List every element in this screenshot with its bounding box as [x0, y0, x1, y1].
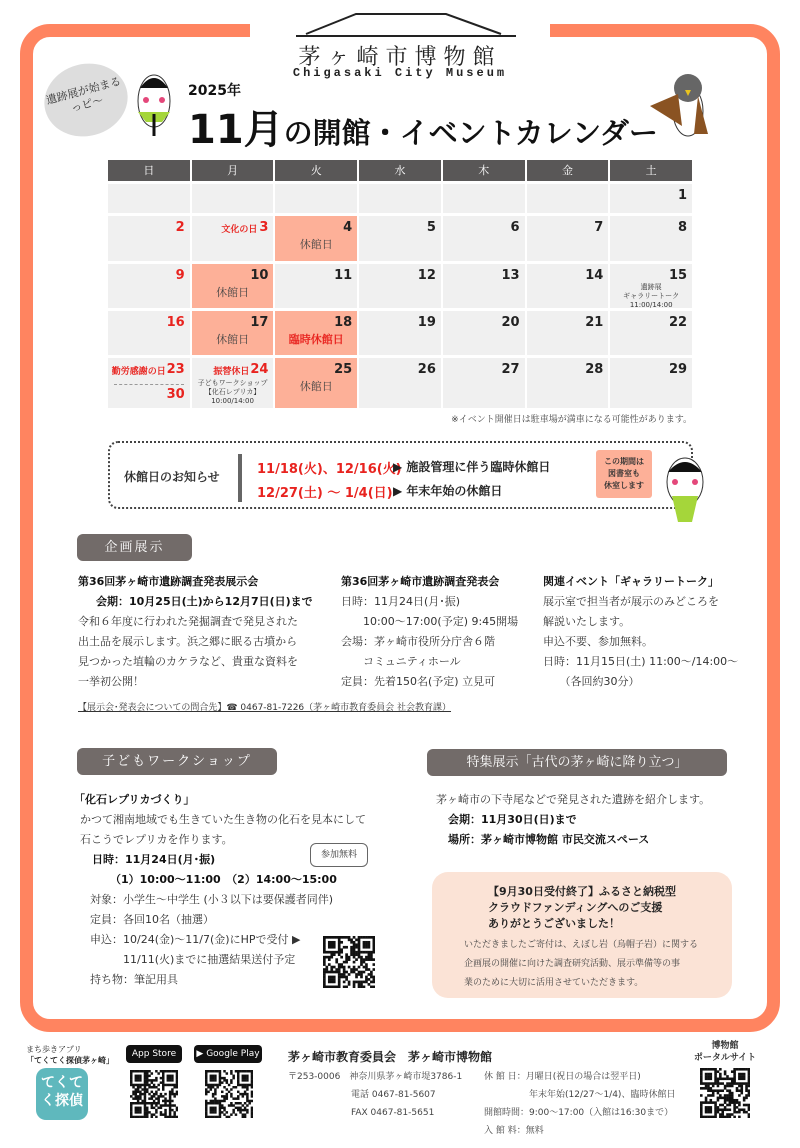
closure-reason-1: ▶ 施設管理に伴う臨時休館日	[393, 460, 551, 474]
section-heading-workshop: 子どもワークショップ	[77, 748, 277, 775]
calendar-day	[610, 311, 692, 355]
exhibit-desc: 出土品を展示します。浜之郷に眠る古墳から	[78, 635, 298, 648]
calendar	[108, 160, 692, 408]
workshop-detail: 持ち物：筆記用具	[90, 973, 178, 986]
calendar-week	[108, 216, 692, 261]
gallery-talk-line: 解説いたします。	[543, 615, 631, 628]
day-number: 16	[166, 315, 185, 330]
calendar-day	[443, 264, 525, 308]
title-month: 11月	[188, 107, 284, 153]
divider	[238, 454, 242, 502]
gallery-talk-line: 日時：11月15日(土) 11:00～/14:00～	[543, 655, 739, 668]
day-number: 22	[668, 315, 688, 330]
presentation-line: 定員：先着150名(予定) 立見可	[341, 675, 496, 688]
closed-label: 休館日	[299, 380, 333, 393]
workshop-detail: 対象：小学生～中学生 (小３以下は要保護者同伴)	[90, 893, 334, 906]
closed-label: 休館日	[299, 238, 333, 251]
calendar-day	[443, 311, 525, 355]
event-note-line: 11:00/14:00	[629, 301, 673, 309]
calendar-day	[527, 184, 609, 213]
workshop-date: 日時：11月24日(月･振)	[92, 853, 216, 866]
calendar-day	[443, 184, 525, 213]
weekday-header: 金	[527, 160, 609, 181]
closure-date-2: 12/27(土) ～ 1/4(日)	[257, 486, 393, 501]
weekday-header: 日	[108, 160, 190, 181]
calendar-day	[359, 184, 441, 213]
library-line: 休室します	[604, 481, 644, 490]
day-number: 25	[334, 362, 353, 377]
workshop-detail: 11/11(火)までに抽選結果送付予定	[90, 953, 296, 966]
calendar-week	[108, 184, 692, 213]
google-play-qr-code[interactable]	[205, 1070, 253, 1118]
special-period: 会期：11月30日(日)まで	[448, 813, 577, 826]
weekday-header: 水	[359, 160, 441, 181]
footer-org: 茅ヶ崎市教育委員会 茅ヶ崎市博物館	[288, 1050, 493, 1064]
presentation-line: 日時：11月24日(月･振)	[341, 595, 461, 608]
mascot-notice-icon	[660, 452, 710, 532]
day-number: 5	[426, 220, 436, 235]
calendar-week	[108, 358, 692, 408]
calendar-day	[108, 264, 190, 308]
day-number: 15	[668, 268, 688, 283]
exhibit-desc: 一挙初公開！	[78, 675, 144, 688]
calendar-day	[443, 216, 525, 261]
crowdfunding-body: 業のために大切に活用させていただきます。	[464, 978, 644, 988]
calendar-day	[610, 184, 692, 213]
calendar-day	[359, 264, 441, 308]
calendar-day	[275, 264, 357, 308]
closure-notice-label: 休館日のお知らせ	[124, 470, 220, 484]
exhibit-desc: 見つかった埴輪のカケラなど、貴重な資料を	[78, 655, 298, 668]
crowdfunding-title: 【9月30日受付終了】ふるさと納税型	[488, 885, 676, 898]
day-number: 30	[166, 387, 185, 402]
weekday-header: 月	[192, 160, 274, 181]
gallery-talk-line: 申込不要、参加無料。	[543, 635, 653, 648]
calendar-day	[359, 311, 441, 355]
event-note-line: 遺跡展	[640, 283, 662, 291]
day-number: 29	[668, 362, 688, 377]
calendar-day-closed	[192, 311, 274, 355]
page-title	[188, 98, 658, 155]
day-number: 3	[259, 220, 269, 235]
event-note-line: 【化石レプリカ】	[204, 388, 261, 396]
app-label-line: まち歩きアプリ	[26, 1045, 82, 1054]
app-store-qr-code[interactable]	[130, 1070, 178, 1118]
presentation-title: 第36回茅ヶ崎市遺跡調査発表会	[341, 575, 500, 588]
holiday-name: 文化の日	[221, 225, 258, 235]
presentation-line: 会場：茅ヶ崎市役所分庁舎６階	[341, 635, 495, 648]
day-number: 12	[417, 268, 436, 283]
calendar-day	[108, 216, 190, 261]
title-text: の開館・イベントカレンダー	[283, 116, 658, 150]
section-heading-exhibition: 企画展示	[77, 534, 192, 561]
crowdfunding-box	[432, 872, 732, 998]
day-number: 27	[501, 362, 520, 377]
day-number: 14	[585, 268, 604, 283]
app-store-button[interactable]	[126, 1045, 182, 1063]
portal-qr-code[interactable]	[700, 1068, 750, 1118]
exhibit-period: 会期：10月25日(土)から12月7日(日)まで	[96, 595, 313, 608]
presentation-line: コミュニティホール	[341, 655, 461, 668]
crowdfunding-body: いただきましたご寄付は、えぼし岩（烏帽子岩）に関する	[464, 940, 699, 950]
exhibit-contact: 【展示会･発表会についての問合先】☎ 0467-81-7226（茅ヶ崎市教育委員会 社会教育課）	[78, 703, 452, 713]
app-store-label: App Store	[131, 1049, 177, 1059]
workshop-detail: 定員：各回10名（抽選）	[90, 913, 214, 926]
section-heading-special: 特集展示「古代の茅ヶ崎に降り立つ」	[427, 749, 727, 776]
info-line: 開館時間：9:00～17:00（入館は16:30まで）	[484, 1108, 674, 1118]
calendar-day	[443, 358, 525, 408]
logo-japanese: 茅ヶ崎市博物館	[298, 45, 502, 70]
free-admission-badge: 参加無料	[310, 843, 368, 867]
address-line: 〒253-0006 神奈川県茅ヶ崎市堤3786-1	[288, 1072, 463, 1082]
weekday-header: 火	[275, 160, 357, 181]
calendar-day-closed	[275, 311, 357, 355]
event-note-line: 子どもワークショップ	[197, 379, 268, 387]
crowdfunding-title: ありがとうございました！	[488, 917, 620, 930]
day-number: 4	[343, 220, 353, 235]
info-line: 休 館 日：月曜日(祝日の場合は翌平日)	[484, 1072, 641, 1082]
exhibit-title: 第36回茅ヶ崎市遺跡調査発表展示会	[78, 575, 259, 588]
calendar-day	[192, 358, 274, 408]
calendar-day-closed	[192, 264, 274, 308]
app-label	[26, 1044, 114, 1066]
app-label-line: 「てくてく探偵茅ヶ崎」	[26, 1056, 114, 1065]
closed-label: 臨時休館日	[288, 333, 344, 346]
calendar-day-closed	[275, 216, 357, 261]
phone: 電話 0467-81-5607	[351, 1090, 436, 1100]
calendar-day	[610, 358, 692, 408]
day-number: 19	[417, 315, 436, 330]
day-number: 24	[250, 362, 269, 377]
footer-address	[288, 1068, 462, 1122]
calendar-day	[192, 184, 274, 213]
special-place: 場所：茅ヶ崎市博物館 市民交流スペース	[448, 833, 650, 846]
fax: FAX 0467-81-5651	[351, 1108, 435, 1118]
info-line: 入 館 料：無料	[484, 1126, 544, 1136]
calendar-day	[527, 264, 609, 308]
event-note	[192, 379, 274, 406]
info-line: 年末年始(12/27～1/4)、臨時休館日	[484, 1090, 676, 1100]
footer-info	[484, 1068, 675, 1140]
portal-line: ポータルサイト	[693, 1053, 757, 1063]
day-number: 11	[334, 268, 353, 283]
speech-bubble: 遺跡展が始まるっピ～	[36, 54, 136, 145]
calendar-day	[275, 184, 357, 213]
divider	[114, 384, 184, 385]
special-desc: 茅ヶ崎市の下寺尾などで発見された遺跡を紹介します。	[436, 793, 711, 806]
weekday-header: 土	[610, 160, 692, 181]
day-number: 13	[501, 268, 520, 283]
day-number: 26	[417, 362, 436, 377]
calendar-weekday-header	[108, 160, 692, 181]
day-number: 7	[594, 220, 604, 235]
logo-english: Chigasaki City Museum	[292, 66, 508, 80]
play-icon: ▶	[196, 1049, 204, 1059]
museum-roof-logo-icon	[296, 10, 516, 38]
google-play-button[interactable]	[194, 1045, 262, 1063]
exhibit-column-2	[341, 572, 518, 692]
gallery-talk-line: （各回約30分）	[543, 675, 640, 688]
crowdfunding-body: 企画展の開催に向けた調査研究活動、展示準備等の事	[464, 959, 681, 969]
calendar-footnote: ※イベント開催日は駐車場が満車になる可能性があります。	[451, 415, 692, 425]
day-number: 8	[677, 220, 688, 235]
library-line: 図書室も	[608, 469, 640, 478]
day-number: 23	[166, 362, 185, 377]
google-play-label: Google Play	[206, 1049, 260, 1059]
day-number: 17	[250, 315, 269, 330]
calendar-day	[108, 184, 190, 213]
year-label: 2025年	[188, 83, 241, 99]
workshop-desc: かつて湘南地域でも生きていた生き物の化石を見本にして	[80, 813, 366, 826]
workshop-qr-code[interactable]	[323, 936, 375, 988]
calendar-day	[527, 311, 609, 355]
workshop-desc: 石こうでレプリカを作ります。	[80, 833, 233, 846]
day-number: 2	[175, 220, 185, 235]
day-number: 21	[585, 315, 604, 330]
crowdfunding-title: クラウドファンディングへのご支援	[488, 901, 663, 914]
calendar-day	[610, 216, 692, 261]
exhibit-column-3	[543, 572, 738, 692]
event-note	[610, 283, 692, 310]
day-number: 28	[585, 362, 604, 377]
workshop-times: （1）10:00～11:00 （2）14:00～15:00	[110, 873, 337, 886]
closure-reason-2: ▶ 年末年始の休館日	[393, 484, 503, 498]
special-content	[436, 790, 710, 850]
mascot-left-icon	[132, 66, 182, 146]
calendar-day	[610, 264, 692, 308]
calendar-day	[108, 358, 190, 408]
calendar-day	[192, 216, 274, 261]
workshop-title: 「化石レプリカづくり」	[74, 793, 195, 806]
gallery-talk-line: 展示室で担当者が展示のみどころを	[543, 595, 719, 608]
library-closed-badge	[596, 450, 652, 498]
portal-line: 博物館	[711, 1041, 739, 1051]
exhibit-column-1	[78, 572, 313, 692]
day-number: 6	[510, 220, 520, 235]
day-number: 18	[334, 315, 353, 330]
mascot-right-bird-icon	[648, 66, 728, 146]
calendar-week	[108, 264, 692, 308]
closed-label: 休館日	[216, 333, 250, 346]
calendar-day	[108, 311, 190, 355]
closure-date-1: 11/18(火)、12/16(火)	[257, 462, 402, 477]
tekuteku-app-icon[interactable]: てくてく探偵	[36, 1068, 88, 1120]
holiday-name: 振替休日	[213, 367, 250, 377]
closed-label: 休館日	[216, 286, 250, 299]
library-line: この期間は	[604, 457, 644, 466]
day-number: 9	[175, 268, 185, 283]
exhibit-desc: 令和６年度に行われた発掘調査で発見された	[78, 615, 298, 628]
day-number: 20	[501, 315, 520, 330]
calendar-week	[108, 311, 692, 355]
gallery-talk-title: 関連イベント「ギャラリートーク」	[543, 575, 719, 588]
portal-label	[682, 1040, 768, 1064]
event-note-line: ギャラリートーク	[623, 292, 680, 300]
presentation-line: 10:00～17:00(予定) 9:45開場	[341, 615, 519, 628]
workshop-detail: 申込：10/24(金)～11/7(金)にHPで受付 ▶	[90, 933, 301, 946]
calendar-day	[359, 216, 441, 261]
day-number: 10	[250, 268, 269, 283]
calendar-day	[527, 358, 609, 408]
day-number: 1	[677, 188, 688, 203]
weekday-header: 木	[443, 160, 525, 181]
event-note-line: 10:00/14:00	[211, 397, 254, 405]
calendar-day-closed	[275, 358, 357, 408]
calendar-day	[527, 216, 609, 261]
calendar-day	[359, 358, 441, 408]
holiday-name: 勤労感謝の日	[111, 367, 166, 377]
